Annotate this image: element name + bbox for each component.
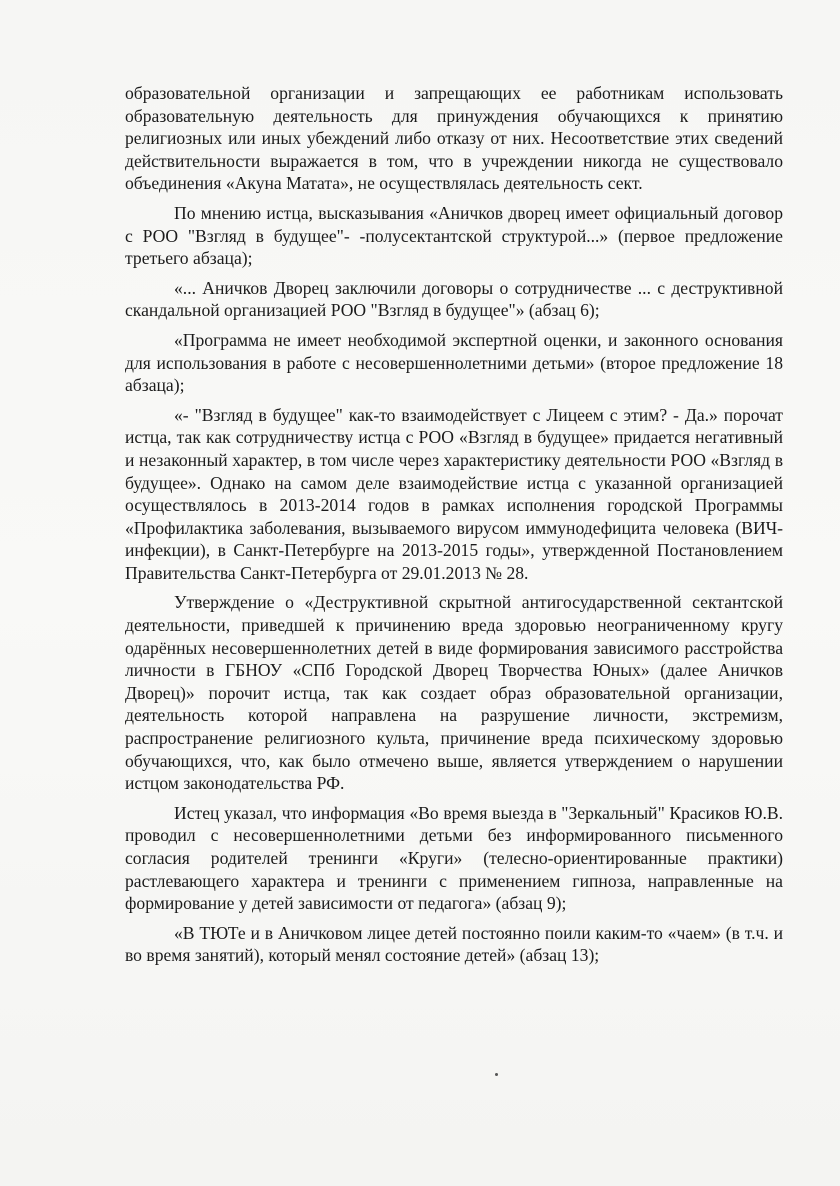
paragraph-cooperation: «- "Взгляд в будущее" как-то взаимодействует с Лицеем с этим? - Да.» порочат истца, так как сотрудничеству истца с РОО «Взгляд в будущее» придается негативный и незаконный характер, в том числе через характеристику деятельности РОО «Взгляд в будущее». Однако на самом деле взаимодействие истца с указанной организацией осуществлялось в 2013-2014 годов в рамках исполнения городской Программы «Профилактика заболевания, вызываемого вирусом иммунодефицита человека (ВИЧ-инфекции), в Санкт-Петербурге на 2013-2015 годы», утвержденной Постановлением Правительства Санкт-Петербурга от 29.01.2013 № 28. xyxy=(125,404,783,583)
paragraph-continuation: образовательной организации и запрещающих ее работникам использовать образовательную деятельность для принуждения обучающихся к принятию религиозных или иных убеждений либо отказу от них. Несоответствие этих сведений действительности выражается в том, что в учреждении никогда не существовало объединения «Акуна Матата», не осуществлялась деятельность сект. xyxy=(125,83,783,194)
paragraph-quote-paragraph-6: «... Аничков Дворец заключили договоры о сотрудничестве ... с деструктивной скандальной организацией РОО "Взгляд в будущее"» (абзац 6); xyxy=(125,277,783,321)
paragraph-statement-destructive: Утверждение о «Деструктивной скрытной антигосударственной сектантской деятельности, приведшей к причинению вреда здоровью неограниченному кругу одарённых несовершеннолетних детей в виде формирования зависимого расстройства личности в ГБНОУ «СПб Городской Дворец Творчества Юных» (далее Аничков Дворец)» порочит истца, так как создает образ образовательной организации, деятельность которой направлена на разрушение личности, экстремизм, распространение религиозного культа, причинение вреда психическому здоровью обучающихся, что, как было отмечено выше, является утверждением о нарушении истцом законодательства РФ. xyxy=(125,592,783,794)
paragraph-zerkalny: Истец указал, что информация «Во время выезда в "Зеркальный" Красиков Ю.В. проводил с несовершеннолетними детьми без информированного письменного согласия родителей тренинги «Круги» (телесно-ориентированные практики) растлевающего характера и тренинги с применением гипноза, направленные на формирование у детей зависимости от педагога» (абзац 9); xyxy=(125,802,783,914)
scan-speck xyxy=(495,1073,498,1076)
document-body xyxy=(125,82,783,974)
paragraph-quote-paragraph-13: «В ТЮТе и в Аничковом лицее детей постоянно поили каким-то «чаем» (в т.ч. и во время занятий), который менял состояние детей» (абзац 13); xyxy=(125,922,783,966)
paragraph-plaintiff-opinion: По мнению истца, высказывания «Аничков дворец имеет официальный договор с РОО "Взгляд в будущее"- -полусектантской структурой...» (первое предложение третьего абзаца); xyxy=(125,202,783,269)
paragraph-quote-paragraph-18: «Программа не имеет необходимой экспертной оценки, и законного основания для использования в работе с несовершеннолетними детьми» (второе предложение 18 абзаца); xyxy=(125,329,783,396)
